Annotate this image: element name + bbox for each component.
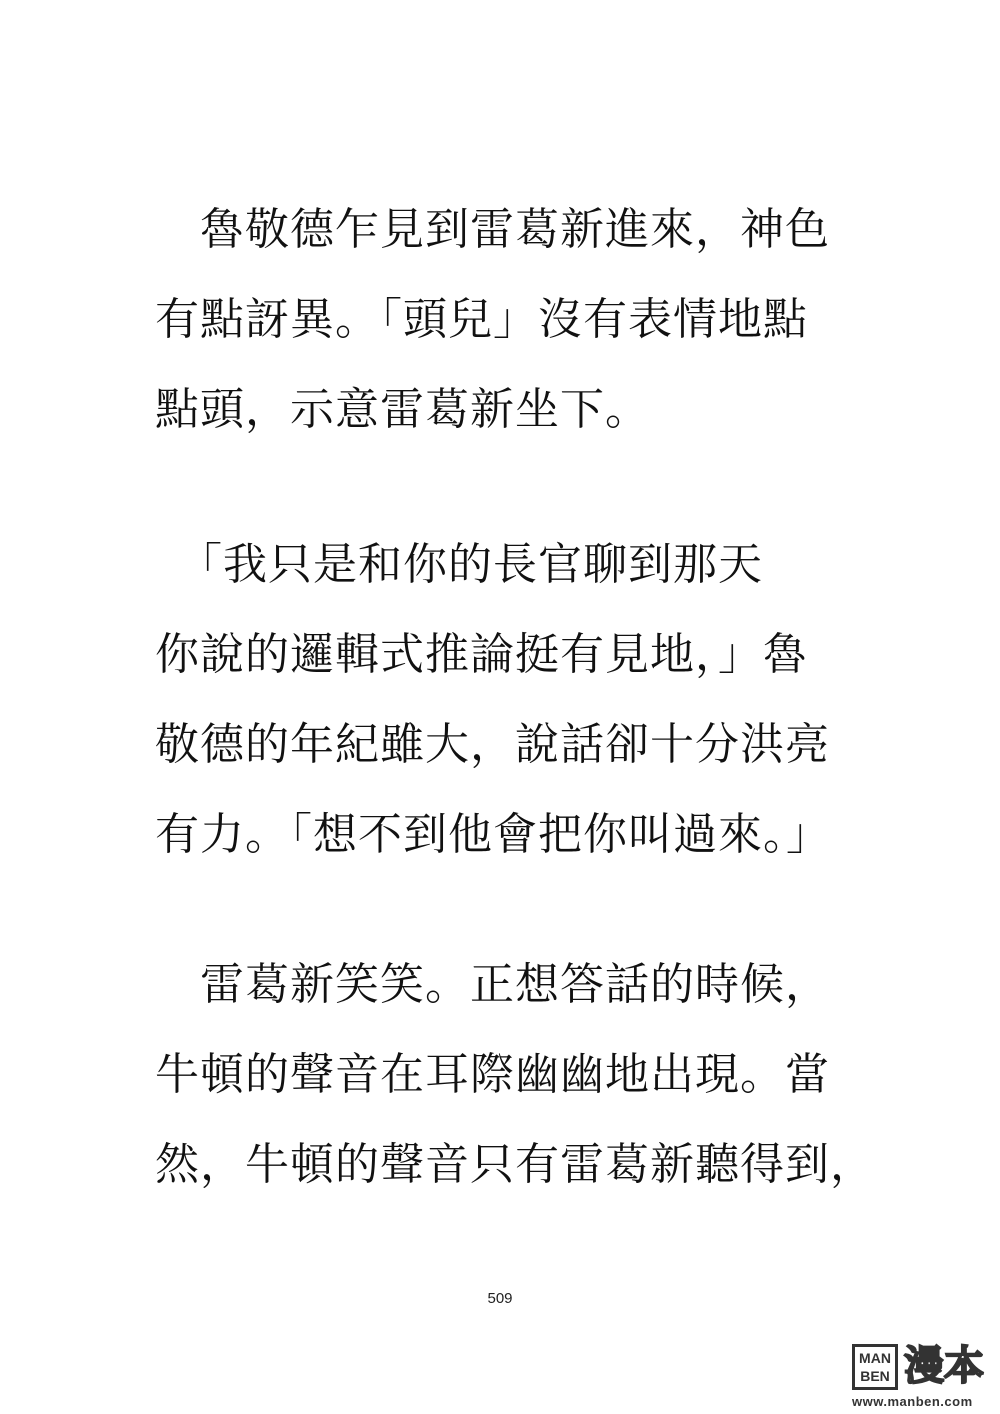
logo-box-bottom-text: BEN (860, 1368, 890, 1384)
manben-logo-box (852, 1344, 898, 1390)
paragraph-3-line-2: 牛頓的聲音在耳際幽幽地出現。當 (155, 1049, 830, 1100)
paragraph-1-line-2: 有點訝異。「頭兒」沒有表情地點 (155, 294, 808, 345)
paragraph-2-line-4: 有力。「想不到他會把你叫過來。」 (155, 809, 831, 860)
manben-watermark (848, 1340, 993, 1410)
manben-url: www.manben.com (852, 1394, 973, 1409)
paragraph-2-line-3: 敬德的年紀雖大，說話卻十分洪亮 (155, 719, 830, 770)
manben-brand-text: 漫本 (904, 1343, 984, 1389)
page-number: 509 (487, 1290, 513, 1307)
paragraph-2-line-1: 「我只是和你的長官聊到那天 (155, 539, 763, 590)
logo-box-top-text: MAN (859, 1350, 891, 1366)
paragraph-3-line-3: 然，牛頓的聲音只有雷葛新聽得到， (155, 1139, 875, 1190)
paragraph-1-line-3: 點頭，示意雷葛新坐下。 (155, 384, 650, 435)
paragraph-1-line-1: 魯敬德乍見到雷葛新進來，神色 (155, 204, 830, 255)
paragraph-2-line-2: 你說的邏輯式推論挺有見地，」魯 (155, 629, 808, 680)
paragraph-3-line-1: 雷葛新笑笑。正想答話的時候， (155, 959, 830, 1010)
